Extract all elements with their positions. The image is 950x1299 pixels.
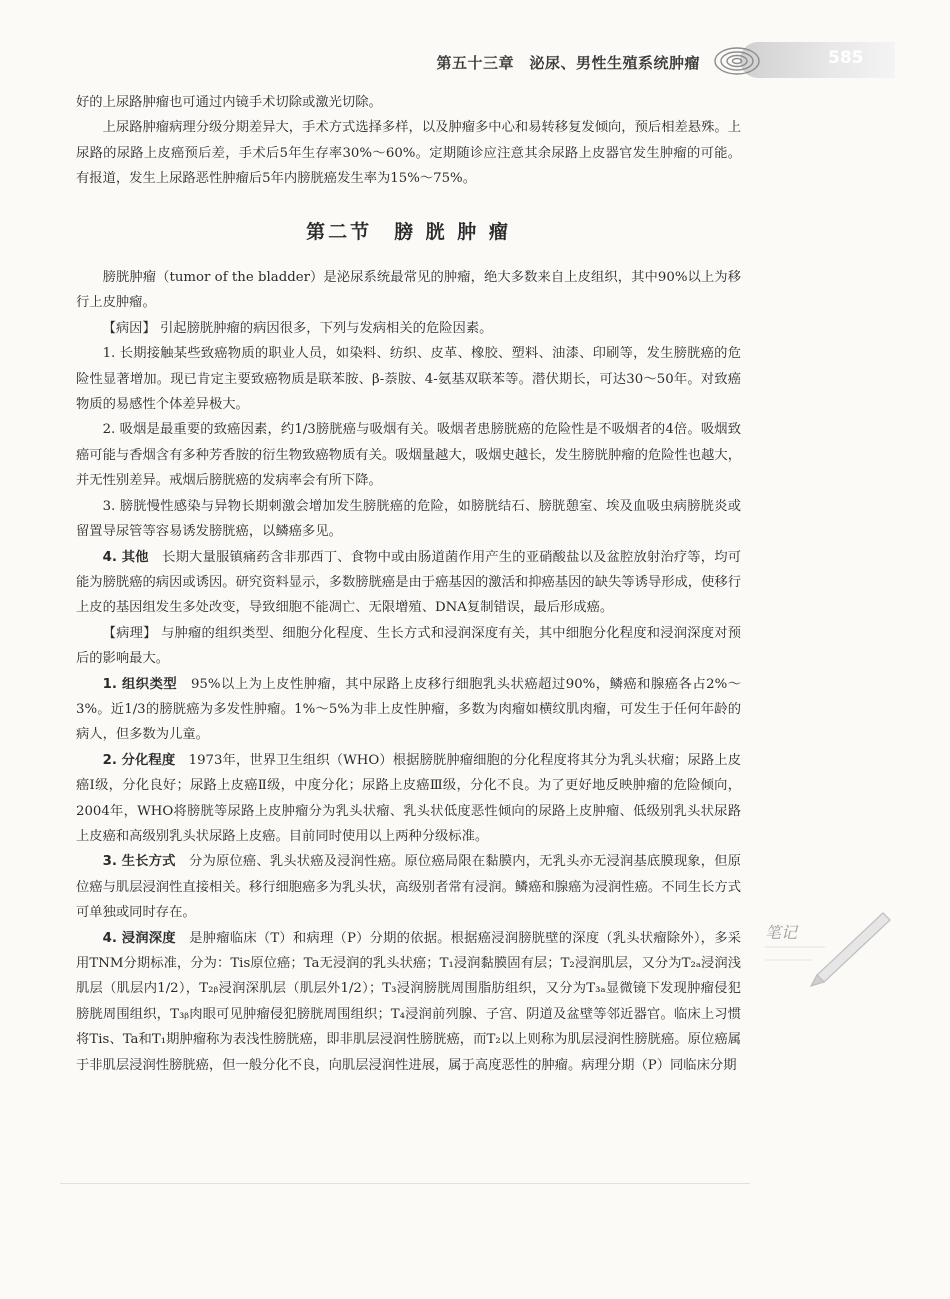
paragraph-lead: 3. 生长方式: [102, 854, 176, 870]
paragraph-lead: 1. 组织类型: [102, 676, 178, 692]
paragraph-lead: 4. 浸润深度: [102, 930, 176, 946]
notes-label: 笔记: [765, 923, 798, 942]
paragraph: 膀胱肿瘤（tumor of the bladder）是泌尿系统最常见的肿瘤，绝大多数来自上皮组织，其中90%以上为移行上皮肿瘤。: [76, 270, 741, 311]
paragraph-lead: 2. 分化程度: [102, 752, 176, 768]
page-number: 585: [828, 48, 864, 68]
page-header: [0, 40, 950, 80]
paragraph: 3. 膀胱慢性感染与异物长期刺激会增加发生膀胱癌的危险，如膀胱结石、膀胱憩室、埃及血吸虫病膀胱炎或留置导尿管等容易诱发膀胱癌，以鳞癌多见。: [76, 498, 741, 540]
section-title: 第二节 膀 胱 肿 瘤: [306, 220, 511, 243]
page-number-tab: [740, 42, 895, 78]
chapter-title: 第五十三章 泌尿、男性生殖系统肿瘤: [436, 54, 700, 72]
footer-rule: [60, 1183, 750, 1184]
paragraph-text: 1973年，世界卫生组织（WHO）根据膀胱肿瘤细胞的分化程度将其分为乳头状瘤；尿路上皮癌Ⅰ级，分化良好；尿路上皮癌Ⅱ级，中度分化；尿路上皮癌Ⅲ级，分化不良。为了更好地反映肿瘤的危险倾向，2004年，WHO将膀胱等尿路上皮肿瘤分为乳头状瘤、乳头状低度恶性倾向的尿路上皮肿瘤、低级别乳头状尿路上皮癌和高级别乳头状尿路上皮癌。目前同时使用以上两种分级标准。: [76, 752, 741, 844]
paragraph: [76, 748, 741, 850]
paragraph-text: 长期大量服镇痛药含非那西丁、食物中或由肠道菌作用产生的亚硝酸盐以及盆腔放射治疗等，均可能为膀胱癌的病因或诱因。研究资料显示，多数膀胱癌是由于癌基因的激活和抑癌基因的缺失等诱导形成，使移行上皮的基因组发生多处改变，导致细胞不能凋亡、无限增殖、DNA复制错误，最后形成癌。: [76, 549, 742, 616]
paragraph: 2. 吸烟是最重要的致癌因素，约1/3膀胱癌与吸烟有关。吸烟者患膀胱癌的危险性是不吸烟者的4倍。吸烟致癌可能与香烟含有多种芳香胺的衍生物致癌物质有关。吸烟量越大，吸烟史越长，发生膀胱肿瘤的危险性也越大，并无性别差异。戒烟后膀胱癌的发病率会有所下降。: [76, 422, 741, 489]
swirl-logo-icon: [712, 44, 762, 78]
paragraph-text: 95%以上为上皮性肿瘤，其中尿路上皮移行细胞乳头状癌超过90%，鳞癌和腺癌各占2%～3%。近1/3的膀胱癌为多发性肿瘤。1%～5%为非上皮性肿瘤，多数为肉瘤如横纹肌肉瘤，可发生于任何年龄的病人，但多数为儿童。: [76, 676, 742, 743]
paragraph-text: 分为原位癌、乳头状癌及浸润性癌。原位癌局限在黏膜内，无乳头亦无浸润基底膜现象，但原位癌与肌层浸润性直接相关。移行细胞癌多为乳头状，高级别者常有浸润。鳞癌和腺癌为浸润性癌。不同生长方式可单独或同时存在。: [76, 854, 742, 921]
paragraph: [76, 672, 741, 748]
page-body: [76, 90, 741, 1078]
paragraph: 好的上尿路肿瘤也可通过内镜手术切除或激光切除。: [76, 95, 382, 110]
paragraph-lead: 4. 其他: [102, 549, 149, 565]
paragraph-text: 是肿瘤临床（T）和病理（P）分期的依据。根据癌浸润膀胱壁的深度（乳头状瘤除外），多采用TNM分期标准，分为：Tis原位癌；Ta无浸润的乳头状癌；T₁浸润黏膜固有层；T₂浸润肌层，又分为T₂ₐ浸润浅肌层（肌层内1/2），T₂ᵦ浸润深肌层（肌层外1/2）；T₃浸润膀胱周围脂肪组织，又分为T₃ₐ显微镜下发现肿瘤侵犯膀胱周围组织，T₃ᵦ肉眼可见肿瘤侵犯膀胱周围组织；T₄浸润前列腺、子宫、阴道及盆壁等邻近器官。临床上习惯将Tis、Ta和T₁期肿瘤称为表浅性膀胱癌，即非肌层浸润性膀胱癌，而T₂以上则称为肌层浸润性膀胱癌。原位癌属于非肌层浸润性膀胱癌，但一般分化不良，向肌层浸润性进展，属于高度恶性的肿瘤。病理分期（P）同临床分期: [76, 930, 741, 1073]
pencil-icon: [765, 905, 895, 995]
paragraph: 【病因】 引起膀胱肿瘤的病因很多，下列与发病相关的危险因素。: [102, 320, 493, 336]
paragraph: [76, 926, 741, 1078]
paragraph: [76, 849, 741, 925]
notes-margin: [765, 905, 895, 995]
paragraph: 【病理】 与肿瘤的组织类型、细胞分化程度、生长方式和浸润深度有关，其中细胞分化程度和浸润深度对预后的影响最大。: [76, 625, 741, 667]
paragraph: 上尿路肿瘤病理分级分期差异大，手术方式选择多样，以及肿瘤多中心和易转移复发倾向，预后相差悬殊。上尿路的尿路上皮癌预后差，手术后5年生存率30%～60%。定期随诊应注意其余尿路上皮器官发生肿瘤的可能。有报道，发生上尿路恶性肿瘤后5年内膀胱癌发生率为15%～75%。: [76, 120, 741, 187]
paragraph: [76, 545, 741, 621]
paragraph: 1. 长期接触某些致癌物质的职业人员，如染料、纺织、皮革、橡胶、塑料、油漆、印刷等，发生膀胱癌的危险性显著增加。现已肯定主要致癌物质是联苯胺、β-萘胺、4-氨基双联苯等。潜伏期长，可达30～50年。对致癌物质的易感性个体差异极大。: [76, 346, 741, 413]
